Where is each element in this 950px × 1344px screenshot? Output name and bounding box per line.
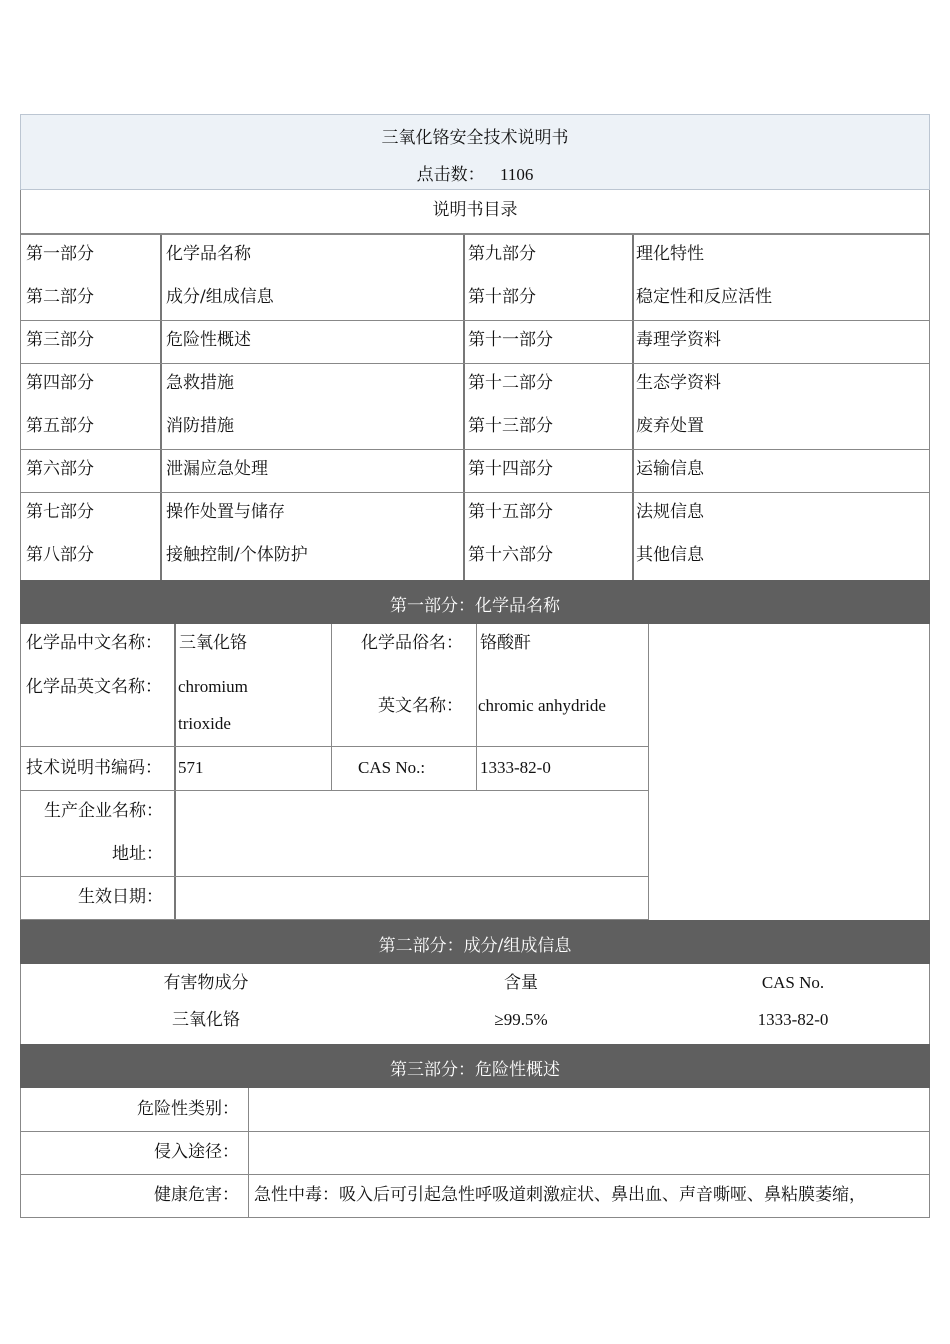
cn-name-label: 化学品中文名称： xyxy=(26,633,162,653)
code-label: 技术说明书编码： xyxy=(26,758,162,778)
hazard-class-label: 危险性类别： xyxy=(137,1099,239,1119)
toc-part: 第八部分 xyxy=(26,545,94,565)
table-border xyxy=(21,1131,929,1132)
composition-header: 含量 xyxy=(504,973,538,993)
toc-link-handling-storage[interactable]: 操作处置与储存 xyxy=(166,502,285,522)
address-label: 地址： xyxy=(112,844,163,864)
health-value: 急性中毒：吸入后可引起急性呼吸道刺激症状、鼻出血、声音嘶哑、鼻粘膜萎缩， xyxy=(254,1185,866,1205)
toc-part: 第十四部分 xyxy=(468,459,553,479)
table-border xyxy=(248,1088,249,1217)
toc-link-toxicology[interactable]: 毒理学资料 xyxy=(636,330,721,350)
composition-cell: 三氧化铬 xyxy=(172,1010,240,1030)
toc-title-row xyxy=(20,190,930,234)
section-header-1 xyxy=(20,580,930,624)
toc-part: 第七部分 xyxy=(26,502,94,522)
toc-part: 第五部分 xyxy=(26,416,94,436)
toc-part: 第六部分 xyxy=(26,459,94,479)
toc-divider xyxy=(463,234,465,580)
manufacturer-label: 生产企业名称： xyxy=(44,801,163,821)
toc-part: 第十部分 xyxy=(468,287,536,307)
toc-part: 第一部分 xyxy=(26,244,94,264)
cas-value: 1333-82-0 xyxy=(480,758,551,777)
toc-link-chemical-name[interactable]: 化学品名称 xyxy=(166,244,251,264)
toc-link-first-aid[interactable]: 急救措施 xyxy=(166,373,234,393)
health-label: 健康危害： xyxy=(154,1185,239,1205)
toc-link-other-info[interactable]: 其他信息 xyxy=(636,545,704,565)
toc-divider xyxy=(632,234,634,580)
toc-part: 第十六部分 xyxy=(468,545,553,565)
toc-part: 第十二部分 xyxy=(468,373,553,393)
code-value: 571 xyxy=(178,758,204,777)
composition-table xyxy=(20,964,930,1044)
hazard-table xyxy=(20,1088,930,1218)
section-title: 第一部分：化学品名称 xyxy=(390,596,560,616)
table-border xyxy=(21,790,649,791)
effective-date-label: 生效日期： xyxy=(78,887,163,907)
composition-cell: ≥99.5% xyxy=(494,1010,548,1029)
section-title: 第三部分：危险性概述 xyxy=(390,1060,560,1080)
cn-name-value: 三氧化铬 xyxy=(179,633,247,653)
toc-link-ecology[interactable]: 生态学资料 xyxy=(636,373,721,393)
toc-rule xyxy=(21,492,929,493)
toc-rule xyxy=(21,234,929,235)
toc-link-regulations[interactable]: 法规信息 xyxy=(636,502,704,522)
toc-link-hazards[interactable]: 危险性概述 xyxy=(166,330,251,350)
hit-counter-label: 点击数： xyxy=(416,165,485,185)
toc-part: 第十三部分 xyxy=(468,416,553,436)
section-title: 第二部分：成分/组成信息 xyxy=(378,936,572,956)
section-header-2 xyxy=(20,920,930,964)
table-border xyxy=(21,746,649,747)
toc-link-composition[interactable]: 成分/组成信息 xyxy=(166,287,274,307)
toc-part: 第十五部分 xyxy=(468,502,553,522)
route-label: 侵入途径： xyxy=(154,1142,239,1162)
toc-link-stability[interactable]: 稳定性和反应活性 xyxy=(636,287,772,307)
toc-part: 第四部分 xyxy=(26,373,94,393)
toc-link-fire-fighting[interactable]: 消防措施 xyxy=(166,416,234,436)
toc-part: 第三部分 xyxy=(26,330,94,350)
composition-cell: 1333-82-0 xyxy=(757,1010,829,1029)
composition-header: 有害物成分 xyxy=(163,973,249,993)
toc-link-physical-properties[interactable]: 理化特性 xyxy=(636,244,704,264)
toc-link-exposure-controls[interactable]: 接触控制/个体防护 xyxy=(166,545,308,565)
en-name-label: 化学品英文名称： xyxy=(26,677,162,697)
document-header xyxy=(20,114,930,190)
table-border xyxy=(21,876,649,877)
toc-part: 第十一部分 xyxy=(468,330,553,350)
common-name-value: 铬酸酐 xyxy=(480,633,531,653)
hit-counter-value: 1106 xyxy=(500,165,534,184)
toc-divider xyxy=(160,234,162,580)
table-border xyxy=(476,624,477,790)
section-header-3 xyxy=(20,1044,930,1088)
en-alias-value: chromic anhydride xyxy=(478,696,606,715)
toc-rule xyxy=(21,320,929,321)
table-border xyxy=(21,1174,929,1175)
toc-rule xyxy=(21,449,929,450)
composition-header: CAS No. xyxy=(761,973,825,992)
toc-part: 第二部分 xyxy=(26,287,94,307)
common-name-label: 化学品俗名： xyxy=(361,633,463,653)
en-alias-label: 英文名称： xyxy=(378,696,463,716)
toc-link-spill-response[interactable]: 泄漏应急处理 xyxy=(166,459,268,479)
en-name-value-line2: trioxide xyxy=(178,714,231,733)
toc-link-transport[interactable]: 运输信息 xyxy=(636,459,704,479)
toc-link-disposal[interactable]: 废弃处置 xyxy=(636,416,704,436)
hit-counter xyxy=(21,160,929,185)
document-title: 三氧化铬安全技术说明书 xyxy=(381,128,569,148)
en-name-value-line1: chromium xyxy=(178,677,248,696)
toc-table xyxy=(20,234,930,580)
section1-table xyxy=(20,624,930,920)
toc-rule xyxy=(21,363,929,364)
toc-title: 说明书目录 xyxy=(432,200,518,220)
table-border xyxy=(929,624,930,920)
cas-label: CAS No.: xyxy=(358,758,426,777)
toc-part: 第九部分 xyxy=(468,244,536,264)
